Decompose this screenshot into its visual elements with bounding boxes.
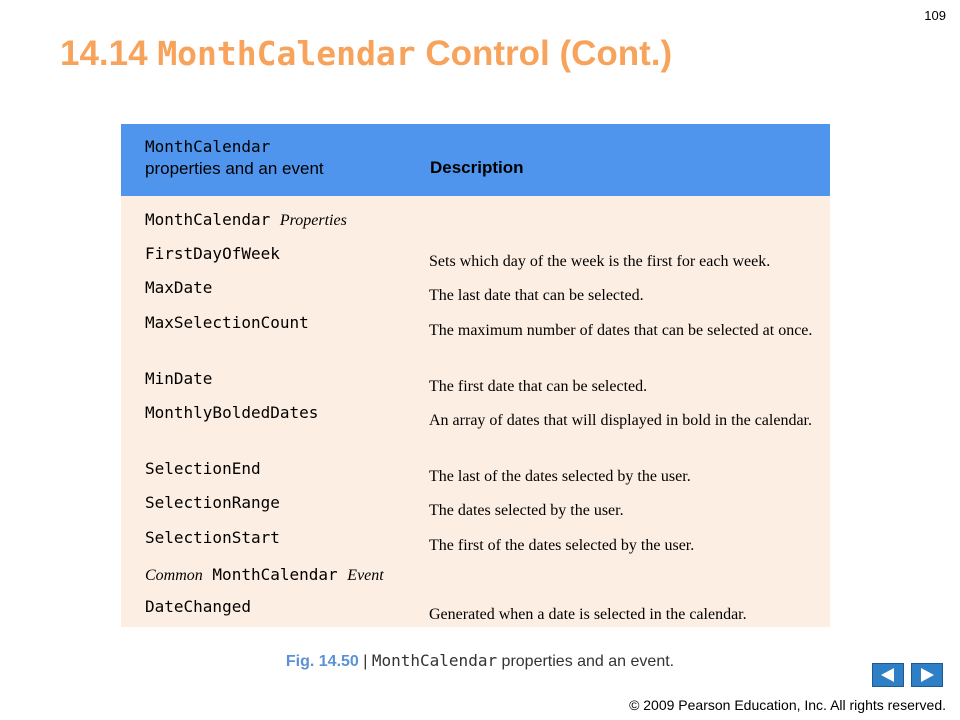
caption-fig-number: Fig. 14.50: [285, 653, 359, 670]
properties-table: [121, 124, 830, 627]
section-properties-code: MonthCalendar: [145, 210, 271, 229]
header-col1-text: properties and an event: [145, 159, 324, 178]
section-properties-label: Properties: [279, 212, 347, 229]
section-event-code: MonthCalendar: [212, 565, 338, 584]
property-description: The maximum number of dates that can be selected at once.: [429, 322, 813, 339]
property-description: The first of the dates selected by the user.: [429, 537, 695, 554]
section-event-pre: Common: [145, 567, 203, 584]
property-description: The dates selected by the user.: [429, 502, 624, 519]
slide-title: [60, 34, 672, 74]
figure-caption: [0, 651, 960, 671]
property-name: SelectionEnd: [145, 459, 261, 478]
property-name: SelectionStart: [145, 528, 280, 547]
property-description: An array of dates that will displayed in bold in the calendar.: [429, 412, 812, 429]
property-name: SelectionRange: [145, 493, 280, 512]
property-name: MinDate: [145, 369, 213, 388]
property-description: The last of the dates selected by the user.: [429, 468, 691, 485]
caption-text: properties and an event.: [497, 653, 675, 670]
caption-code: MonthCalendar: [371, 651, 498, 670]
event-description: Generated when a date is selected in the calendar.: [429, 606, 747, 623]
next-slide-button[interactable]: [911, 663, 943, 687]
previous-slide-button[interactable]: [872, 663, 904, 687]
property-name: MaxSelectionCount: [145, 313, 309, 332]
section-event: [145, 565, 384, 585]
page-number: 109: [924, 8, 946, 23]
header-col2: Description: [430, 158, 524, 177]
triangle-right-icon: [912, 664, 942, 686]
section-event-label: Event: [347, 567, 384, 584]
title-suffix: Control (Cont.): [415, 34, 673, 73]
event-name: DateChanged: [145, 597, 251, 616]
copyright-notice: © 2009 Pearson Education, Inc. All rights reserved.: [629, 697, 946, 713]
property-description: The last date that can be selected.: [429, 287, 644, 304]
triangle-left-icon: [873, 664, 903, 686]
header-col1-code: MonthCalendar: [145, 137, 271, 156]
title-code: MonthCalendar: [157, 34, 416, 73]
property-description: Sets which day of the week is the first for each week.: [429, 253, 771, 270]
header-col1: [145, 136, 324, 180]
property-name: FirstDayOfWeek: [145, 244, 280, 263]
section-properties: [145, 210, 347, 230]
property-name: MonthlyBoldedDates: [145, 403, 319, 422]
title-prefix: 14.14: [60, 34, 158, 73]
table-header: [121, 124, 830, 196]
property-name: MaxDate: [145, 278, 213, 297]
property-description: The first date that can be selected.: [429, 378, 648, 395]
caption-separator: |: [358, 653, 372, 670]
